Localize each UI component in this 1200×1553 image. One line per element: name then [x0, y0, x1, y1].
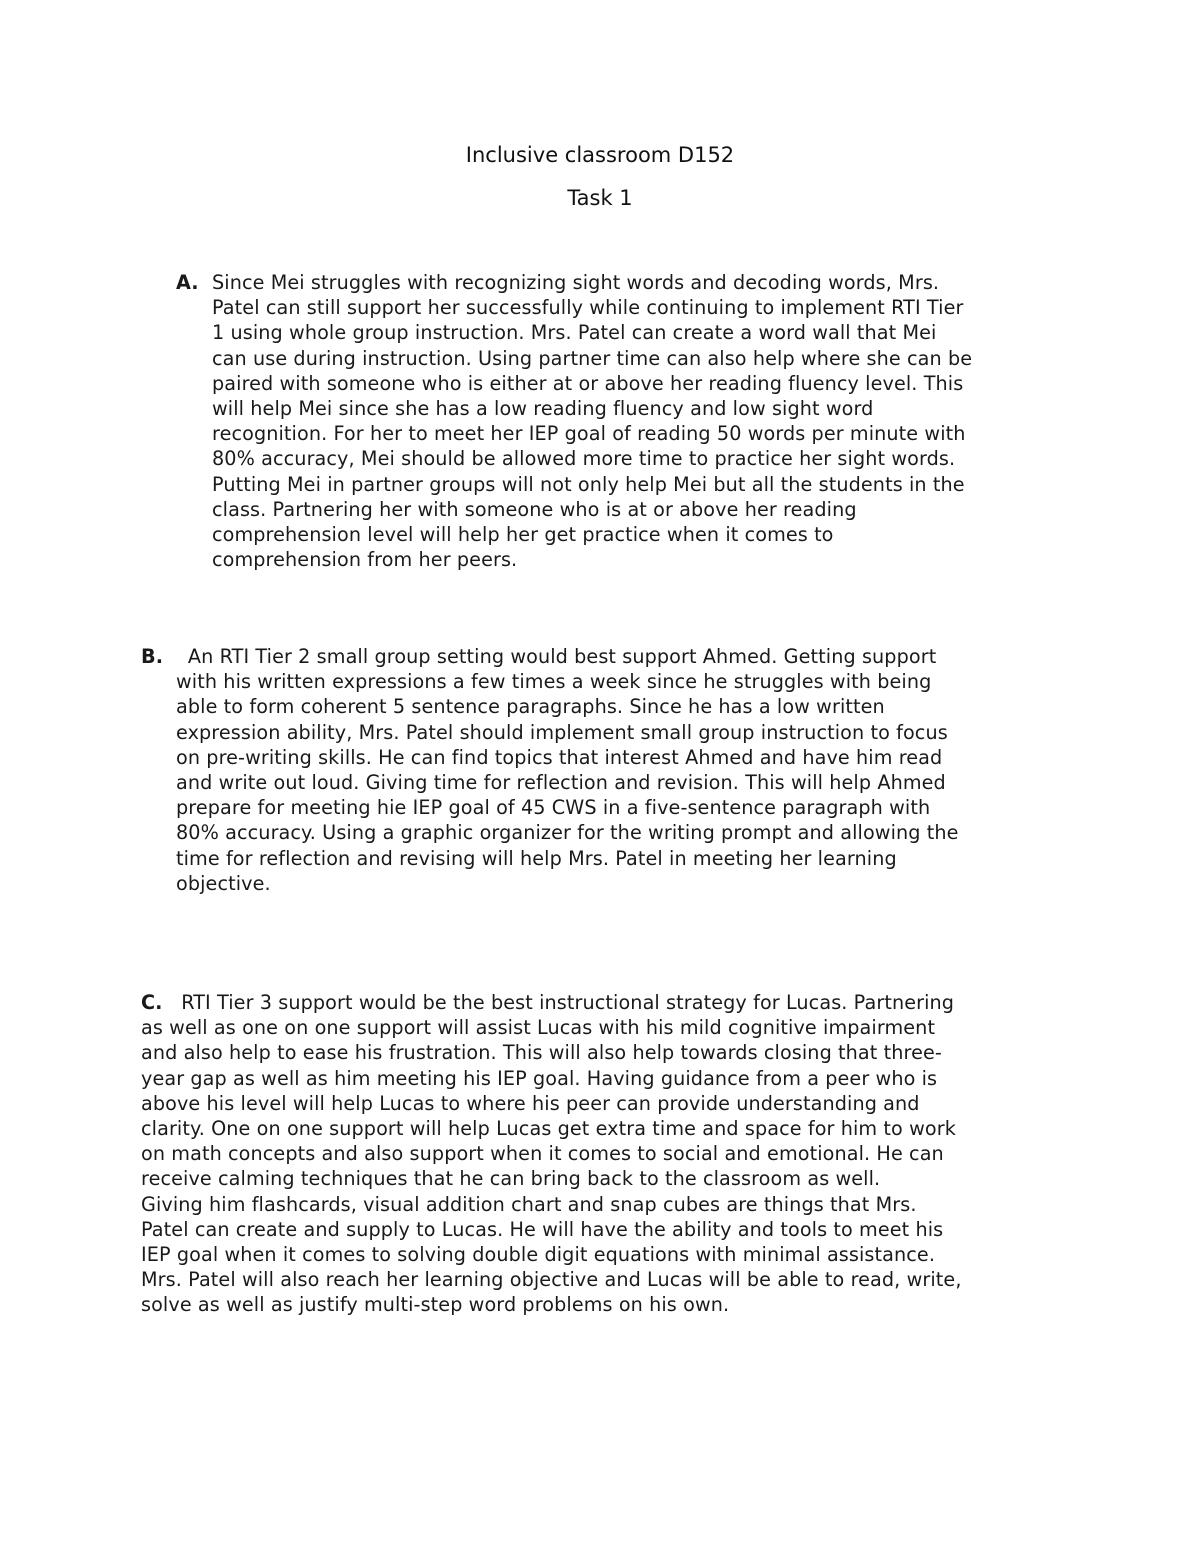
section-c-line: Mrs. Patel will also reach her learning objective and Lucas will be able to read, write,: [141, 1268, 962, 1292]
section-a-line: comprehension from her peers.: [212, 548, 518, 572]
section-b-line: on pre-writing skills. He can find topics that interest Ahmed and have him read: [176, 745, 943, 769]
section-c-line: receive calming techniques that he can bring back to the classroom as well.: [141, 1167, 881, 1191]
section-b-first-line: [141, 644, 936, 669]
section-a-line: Patel can still support her successfully while continuing to implement RTI Tier: [212, 296, 964, 320]
section-b-line: able to form coherent 5 sentence paragraphs. Since he has a low written: [176, 695, 885, 719]
section-b-line: time for reflection and revising will help Mrs. Patel in meeting her learning: [176, 846, 897, 870]
section-c-line: Giving him flashcards, visual addition chart and snap cubes are things that Mrs.: [141, 1192, 917, 1216]
section-b-line: expression ability, Mrs. Patel should implement small group instruction to focus: [176, 720, 948, 744]
section-c-line: and also help to ease his frustration. This will also help towards closing that three-: [141, 1041, 942, 1065]
section-c-line: solve as well as justify multi-step word problems on his own.: [141, 1293, 730, 1317]
section-b-line: objective.: [176, 871, 271, 895]
section-c-line: Patel can create and supply to Lucas. He will have the ability and tools to meet his: [141, 1217, 944, 1241]
section-a-line: Since Mei struggles with recognizing sight words and decoding words, Mrs.: [212, 271, 940, 294]
section-c-marker: C.: [141, 991, 163, 1014]
section-a-line: 80% accuracy, Mei should be allowed more time to practice her sight words.: [212, 447, 956, 471]
section-c-line: on math concepts and also support when it comes to social and emotional. He can: [141, 1142, 944, 1166]
section-b-line: and write out loud. Giving time for reflection and revision. This will help Ahmed: [176, 770, 946, 794]
section-b-line: 80% accuracy. Using a graphic organizer for the writing prompt and allowing the: [176, 821, 959, 845]
section-a-body: [212, 270, 972, 572]
section-c-line: IEP goal when it comes to solving double digit equations with minimal assistance.: [141, 1242, 936, 1266]
section-c-line: year gap as well as him meeting his IEP goal. Having guidance from a peer who is: [141, 1066, 938, 1090]
section-a-line: will help Mei since she has a low reading fluency and low sight word: [212, 396, 874, 420]
section-b-line: with his written expressions a few times a week since he struggles with being: [176, 670, 932, 694]
section-a-line: recognition. For her to meet her IEP goal of reading 50 words per minute with: [212, 422, 966, 446]
section-c: [141, 990, 962, 1317]
section-a-marker: A.: [176, 271, 199, 294]
section-b: [141, 644, 959, 895]
section-b-first-text: An RTI Tier 2 small group setting would best support Ahmed. Getting support: [187, 645, 937, 668]
section-c-line: as well as one on one support will assist Lucas with his mild cognitive impairment: [141, 1016, 936, 1040]
section-c-first-line: [141, 990, 962, 1015]
section-c-first-text: RTI Tier 3 support would be the best instructional strategy for Lucas. Partnering: [181, 991, 955, 1014]
section-a-line: 1 using whole group instruction. Mrs. Patel can create a word wall that Mei: [212, 321, 937, 345]
document-title: Inclusive classroom D152: [465, 143, 735, 167]
section-b-line: prepare for meeting hie IEP goal of 45 CWS in a five-sentence paragraph with: [176, 796, 931, 820]
section-a-line: can use during instruction. Using partner time can also help where she can be: [212, 346, 973, 370]
section-a-line: Putting Mei in partner groups will not only help Mei but all the students in the: [212, 472, 965, 496]
section-c-line: above his level will help Lucas to where his peer can provide understanding and: [141, 1091, 920, 1115]
section-a-line: class. Partnering her with someone who is at or above her reading: [212, 497, 857, 521]
section-a-line: paired with someone who is either at or above her reading fluency level. This: [212, 371, 964, 395]
section-b-marker: B.: [141, 645, 164, 668]
section-a-line: comprehension level will help her get practice when it comes to: [212, 522, 834, 546]
section-c-line: clarity. One on one support will help Lucas get extra time and space for him to work: [141, 1116, 956, 1140]
section-b-body: [176, 669, 959, 896]
document-subtitle: Task 1: [567, 186, 633, 210]
